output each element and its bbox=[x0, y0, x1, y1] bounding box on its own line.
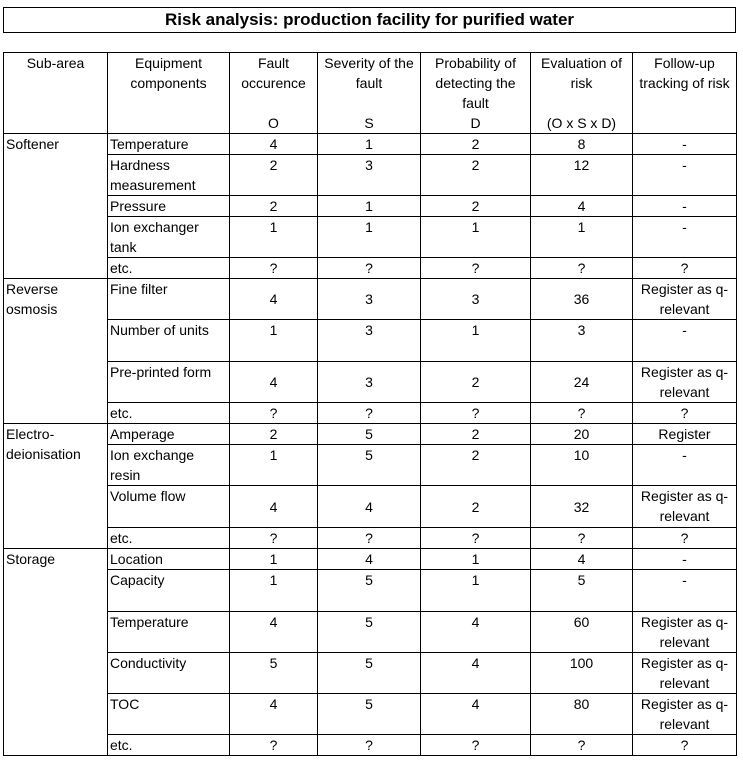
table-row bbox=[4, 279, 737, 320]
subarea-cell: Softener bbox=[4, 134, 108, 279]
component-cell: Location bbox=[108, 549, 230, 570]
evaluation-cell: 60 bbox=[531, 612, 633, 653]
severity-cell: ? bbox=[318, 258, 421, 279]
probability-cell: 1 bbox=[421, 570, 531, 612]
occurrence-cell: 4 bbox=[230, 486, 318, 528]
subarea-cell: Storage bbox=[4, 549, 108, 756]
component-cell: etc. bbox=[108, 735, 230, 756]
evaluation-cell: ? bbox=[531, 258, 633, 279]
followup-cell: ? bbox=[633, 258, 737, 279]
probability-cell: 4 bbox=[421, 612, 531, 653]
occurrence-cell: ? bbox=[230, 528, 318, 549]
evaluation-cell: ? bbox=[531, 735, 633, 756]
table-row bbox=[4, 549, 737, 570]
severity-cell: 5 bbox=[318, 445, 421, 486]
probability-cell: 4 bbox=[421, 694, 531, 735]
risk-table-body bbox=[4, 134, 737, 756]
evaluation-cell: 100 bbox=[531, 653, 633, 694]
probability-cell: 2 bbox=[421, 155, 531, 196]
header-occurrence: Fault occurence O bbox=[230, 53, 318, 134]
occurrence-cell: 2 bbox=[230, 424, 318, 445]
occurrence-cell: 1 bbox=[230, 570, 318, 612]
probability-cell: 2 bbox=[421, 445, 531, 486]
table-row bbox=[4, 445, 737, 486]
severity-cell: 5 bbox=[318, 653, 421, 694]
probability-cell: ? bbox=[421, 735, 531, 756]
followup-cell: Register as q-relevant bbox=[633, 486, 737, 528]
header-probability: Probability of detecting the fault D bbox=[421, 53, 531, 134]
severity-cell: 5 bbox=[318, 424, 421, 445]
header-subarea: Sub-area bbox=[4, 53, 108, 134]
followup-cell: - bbox=[633, 320, 737, 362]
header-components: Equipment components bbox=[108, 53, 230, 134]
table-row bbox=[4, 362, 737, 403]
component-cell: Temperature bbox=[108, 134, 230, 155]
severity-cell: 1 bbox=[318, 196, 421, 217]
table-row bbox=[4, 258, 737, 279]
evaluation-cell: 3 bbox=[531, 320, 633, 362]
severity-cell: 4 bbox=[318, 549, 421, 570]
followup-cell: Register as q-relevant bbox=[633, 653, 737, 694]
header-evaluation-abbr: (O x S x D) bbox=[546, 115, 617, 131]
followup-cell: Register as q-relevant bbox=[633, 612, 737, 653]
header-probability-abbr: D bbox=[470, 115, 481, 131]
severity-cell: 3 bbox=[318, 279, 421, 320]
component-cell: etc. bbox=[108, 258, 230, 279]
probability-cell: 2 bbox=[421, 424, 531, 445]
severity-cell: 3 bbox=[318, 320, 421, 362]
probability-cell: 2 bbox=[421, 486, 531, 528]
evaluation-cell: 20 bbox=[531, 424, 633, 445]
followup-cell: - bbox=[633, 217, 737, 258]
severity-cell: 3 bbox=[318, 155, 421, 196]
component-cell: Ion exchange resin bbox=[108, 445, 230, 486]
severity-cell: 1 bbox=[318, 134, 421, 155]
severity-cell: 5 bbox=[318, 694, 421, 735]
followup-cell: Register bbox=[633, 424, 737, 445]
table-row bbox=[4, 155, 737, 196]
severity-cell: ? bbox=[318, 528, 421, 549]
component-cell: Volume flow bbox=[108, 486, 230, 528]
followup-cell: ? bbox=[633, 735, 737, 756]
evaluation-cell: 4 bbox=[531, 549, 633, 570]
severity-cell: 4 bbox=[318, 486, 421, 528]
occurrence-cell: 1 bbox=[230, 320, 318, 362]
probability-cell: 4 bbox=[421, 653, 531, 694]
evaluation-cell: ? bbox=[531, 403, 633, 424]
probability-cell: ? bbox=[421, 403, 531, 424]
document-title: Risk analysis: production facility for purified water bbox=[3, 7, 736, 33]
severity-cell: 5 bbox=[318, 570, 421, 612]
occurrence-cell: 1 bbox=[230, 549, 318, 570]
component-cell: Number of units bbox=[108, 320, 230, 362]
subarea-cell: Reverse osmosis bbox=[4, 279, 108, 424]
header-occurrence-abbr: O bbox=[268, 115, 279, 131]
component-cell: Fine filter bbox=[108, 279, 230, 320]
occurrence-cell: 4 bbox=[230, 134, 318, 155]
occurrence-cell: ? bbox=[230, 735, 318, 756]
header-followup: Follow-up tracking of risk bbox=[633, 53, 737, 134]
table-row bbox=[4, 694, 737, 735]
followup-cell: Register as q-relevant bbox=[633, 279, 737, 320]
table-row bbox=[4, 612, 737, 653]
probability-cell: 1 bbox=[421, 320, 531, 362]
probability-cell: 2 bbox=[421, 362, 531, 403]
table-row bbox=[4, 196, 737, 217]
occurrence-cell: 2 bbox=[230, 155, 318, 196]
table-row bbox=[4, 735, 737, 756]
occurrence-cell: ? bbox=[230, 403, 318, 424]
header-severity: Severity of the fault S bbox=[318, 53, 421, 134]
table-row bbox=[4, 528, 737, 549]
table-row bbox=[4, 653, 737, 694]
followup-cell: Register as q-relevant bbox=[633, 694, 737, 735]
table-row bbox=[4, 424, 737, 445]
probability-cell: 2 bbox=[421, 196, 531, 217]
component-cell: Hardness measurement bbox=[108, 155, 230, 196]
followup-cell: - bbox=[633, 196, 737, 217]
probability-cell: ? bbox=[421, 258, 531, 279]
component-cell: Pressure bbox=[108, 196, 230, 217]
header-evaluation: Evaluation of risk (O x S x D) bbox=[531, 53, 633, 134]
component-cell: etc. bbox=[108, 403, 230, 424]
occurrence-cell: 4 bbox=[230, 362, 318, 403]
evaluation-cell: 5 bbox=[531, 570, 633, 612]
occurrence-cell: 4 bbox=[230, 612, 318, 653]
risk-analysis-table bbox=[3, 52, 737, 756]
probability-cell: 1 bbox=[421, 217, 531, 258]
table-row bbox=[4, 403, 737, 424]
occurrence-cell: 1 bbox=[230, 217, 318, 258]
severity-cell: 5 bbox=[318, 612, 421, 653]
evaluation-cell: 32 bbox=[531, 486, 633, 528]
table-row bbox=[4, 570, 737, 612]
component-cell: Pre-printed form bbox=[108, 362, 230, 403]
severity-cell: 1 bbox=[318, 217, 421, 258]
occurrence-cell: ? bbox=[230, 258, 318, 279]
component-cell: Conductivity bbox=[108, 653, 230, 694]
occurrence-cell: 5 bbox=[230, 653, 318, 694]
evaluation-cell: 80 bbox=[531, 694, 633, 735]
followup-cell: - bbox=[633, 549, 737, 570]
occurrence-cell: 4 bbox=[230, 694, 318, 735]
severity-cell: ? bbox=[318, 403, 421, 424]
table-row bbox=[4, 217, 737, 258]
followup-cell: ? bbox=[633, 528, 737, 549]
component-cell: Ion exchanger tank bbox=[108, 217, 230, 258]
probability-cell: 1 bbox=[421, 549, 531, 570]
component-cell: TOC bbox=[108, 694, 230, 735]
evaluation-cell: 36 bbox=[531, 279, 633, 320]
component-cell: etc. bbox=[108, 528, 230, 549]
evaluation-cell: 12 bbox=[531, 155, 633, 196]
evaluation-cell: ? bbox=[531, 528, 633, 549]
severity-cell: 3 bbox=[318, 362, 421, 403]
evaluation-cell: 10 bbox=[531, 445, 633, 486]
component-cell: Amperage bbox=[108, 424, 230, 445]
probability-cell: 2 bbox=[421, 134, 531, 155]
header-row bbox=[4, 53, 737, 134]
occurrence-cell: 4 bbox=[230, 279, 318, 320]
followup-cell: - bbox=[633, 445, 737, 486]
probability-cell: 3 bbox=[421, 279, 531, 320]
evaluation-cell: 4 bbox=[531, 196, 633, 217]
probability-cell: ? bbox=[421, 528, 531, 549]
followup-cell: - bbox=[633, 570, 737, 612]
header-severity-abbr: S bbox=[364, 115, 374, 131]
followup-cell: ? bbox=[633, 403, 737, 424]
evaluation-cell: 1 bbox=[531, 217, 633, 258]
table-row bbox=[4, 486, 737, 528]
component-cell: Capacity bbox=[108, 570, 230, 612]
followup-cell: Register as q-relevant bbox=[633, 362, 737, 403]
occurrence-cell: 2 bbox=[230, 196, 318, 217]
occurrence-cell: 1 bbox=[230, 445, 318, 486]
evaluation-cell: 24 bbox=[531, 362, 633, 403]
table-row bbox=[4, 320, 737, 362]
evaluation-cell: 8 bbox=[531, 134, 633, 155]
component-cell: Temperature bbox=[108, 612, 230, 653]
subarea-cell: Electro-deionisation bbox=[4, 424, 108, 549]
followup-cell: - bbox=[633, 155, 737, 196]
followup-cell: - bbox=[633, 134, 737, 155]
severity-cell: ? bbox=[318, 735, 421, 756]
table-row bbox=[4, 134, 737, 155]
